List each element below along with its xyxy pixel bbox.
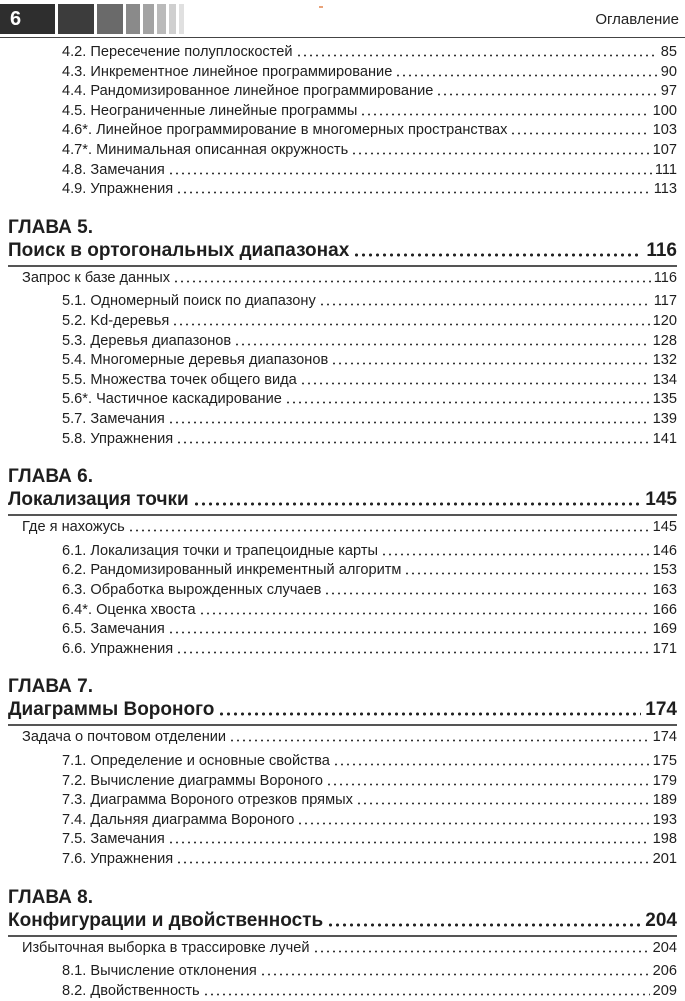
entry-title: 6.1. Локализация точки и трапецоидные карты	[62, 542, 378, 559]
chapter-heading[interactable]	[8, 239, 677, 263]
entry-page: 135	[652, 391, 677, 408]
dot-leader	[436, 92, 657, 97]
chapter-page: 174	[645, 699, 677, 721]
entry-title: 5.6*. Частичное каскадирование	[62, 391, 282, 408]
header-stripe-6	[169, 4, 176, 34]
entry-title: 5.5. Множества точек общего вида	[62, 371, 297, 388]
entry-title: 5.2. Kd-деревья	[62, 313, 170, 329]
dot-leader	[172, 322, 649, 327]
dot-leader	[327, 922, 641, 928]
dot-leader	[353, 252, 642, 258]
dot-leader	[168, 630, 650, 635]
entry-page: 166	[652, 601, 677, 618]
page-number: 6	[0, 4, 55, 34]
toc-entry[interactable]	[62, 180, 677, 199]
dot-leader	[176, 650, 649, 655]
entry-page: 128	[652, 332, 677, 349]
entry-page: 113	[653, 181, 677, 198]
entry-page: 189	[652, 792, 677, 809]
header-rule	[0, 37, 685, 38]
toc-entry[interactable]	[62, 542, 677, 561]
entry-page: 198	[652, 831, 677, 848]
dot-leader	[229, 738, 650, 743]
chapter-intro-entry[interactable]	[22, 269, 677, 288]
chapter-page: 116	[646, 239, 677, 261]
toc-entry[interactable]	[62, 982, 677, 1001]
toc-entry[interactable]	[62, 830, 677, 849]
toc-entry[interactable]	[62, 390, 677, 409]
chapter-heading[interactable]	[8, 909, 677, 933]
entry-title: 7.3. Диаграмма Вороного отрезков прямых	[62, 792, 353, 809]
entry-page: 117	[653, 293, 677, 310]
dot-leader	[168, 171, 652, 176]
dot-leader	[404, 571, 649, 576]
dot-leader	[331, 361, 649, 366]
chapter-rule	[8, 265, 677, 267]
entry-page: 206	[652, 963, 677, 980]
entry-page: 100	[652, 102, 677, 119]
entry-page: 111	[654, 161, 677, 178]
chapter-label: ГЛАВА 7.	[8, 676, 93, 698]
entry-page: 97	[660, 83, 677, 100]
entry-page: 134	[652, 371, 677, 388]
entry-title: 5.1. Одномерный поиск по диапазону	[62, 293, 316, 310]
chapter-label: ГЛАВА 8.	[8, 886, 93, 908]
dot-leader	[260, 972, 650, 977]
chapter-rule	[8, 724, 677, 726]
entry-title: Избыточная выборка в трассировке лучей	[22, 939, 310, 956]
entry-page: 179	[652, 772, 677, 789]
header-stripe-4	[143, 4, 154, 34]
toc-entry[interactable]	[62, 811, 677, 830]
toc-entry[interactable]	[62, 292, 677, 311]
entry-page: 153	[652, 562, 677, 579]
entry-page: 141	[652, 430, 677, 447]
entry-title: 4.4. Рандомизированное линейное программирование	[62, 83, 434, 100]
dot-leader	[173, 279, 651, 284]
entry-title: 6.5. Замечания	[62, 621, 165, 638]
header-stripe-2	[97, 4, 123, 34]
entry-page: 116	[653, 269, 677, 286]
chapter-title: Диаграммы Вороного	[8, 699, 215, 721]
toc-entry[interactable]	[62, 581, 677, 600]
entry-title: 6.4*. Оценка хвоста	[62, 601, 196, 618]
entry-page: 209	[652, 982, 677, 999]
entry-title: 6.3. Обработка вырожденных случаев	[62, 582, 322, 598]
toc-entry[interactable]	[62, 561, 677, 580]
toc-entry[interactable]	[62, 82, 677, 101]
dot-leader	[313, 949, 650, 954]
dot-leader	[360, 112, 649, 117]
entry-title: 4.6*. Линейное программирование в многомерных пространствах	[62, 122, 508, 139]
dot-leader	[234, 342, 649, 347]
entry-title: 5.4. Многомерные деревья диапазонов	[62, 352, 329, 369]
chapter-title: Поиск в ортогональных диапазонах	[8, 239, 350, 261]
entry-page: 145	[652, 519, 677, 536]
chapter-label: ГЛАВА 5.	[8, 216, 93, 238]
entry-title: 4.3. Инкрементное линейное программирование	[62, 63, 393, 80]
entry-page: 107	[652, 142, 677, 158]
dot-leader	[319, 302, 651, 307]
entry-title: 5.8. Упражнения	[62, 430, 174, 447]
entry-page: 103	[652, 122, 677, 139]
entry-title: 4.8. Замечания	[62, 161, 165, 178]
dot-leader	[381, 552, 650, 557]
chapter-intro-entry[interactable]	[22, 728, 677, 747]
toc-entry[interactable]	[62, 351, 677, 370]
toc-entry[interactable]	[62, 312, 677, 331]
chapter-title: Локализация точки	[8, 489, 189, 511]
toc-entry[interactable]	[62, 850, 677, 869]
entry-page: 120	[652, 313, 677, 329]
toc-entry[interactable]	[62, 640, 677, 659]
dot-leader	[193, 501, 642, 507]
entry-title: 7.4. Дальняя диаграмма Вороного	[62, 811, 295, 828]
entry-page: 193	[652, 811, 677, 828]
entry-title: 7.5. Замечания	[62, 831, 165, 848]
entry-page: 132	[652, 352, 677, 369]
toc-entry[interactable]	[62, 371, 677, 390]
print-mark	[319, 6, 323, 8]
entry-page: 163	[652, 582, 677, 598]
header-stripe-5	[157, 4, 166, 34]
entry-page: 169	[652, 621, 677, 638]
entry-title: 7.2. Вычисление диаграммы Вороного	[62, 772, 324, 789]
dot-leader	[300, 381, 650, 386]
chapter-label: ГЛАВА 6.	[8, 466, 93, 488]
toc-entry[interactable]	[62, 332, 677, 351]
entry-page: 175	[652, 753, 677, 769]
toc-entry[interactable]	[62, 791, 677, 810]
toc-entry[interactable]	[62, 430, 677, 449]
toc-entry[interactable]	[62, 63, 677, 82]
dot-leader	[510, 131, 649, 136]
dot-leader	[356, 801, 650, 806]
entry-title: Запрос к базе данных	[22, 269, 171, 286]
toc-entry[interactable]	[62, 121, 677, 140]
entry-title: 7.1. Определение и основные свойства	[62, 753, 330, 769]
dot-leader	[297, 821, 649, 826]
dot-leader	[326, 782, 650, 787]
dot-leader	[395, 73, 657, 78]
toc-entry[interactable]	[62, 102, 677, 121]
toc-entry[interactable]	[62, 772, 677, 791]
entry-title: 4.7*. Минимальная описанная окружность	[62, 142, 349, 158]
dot-leader	[176, 860, 649, 865]
page-header	[0, 0, 685, 38]
entry-page: 171	[652, 640, 677, 657]
dot-leader	[168, 840, 650, 845]
dot-leader	[324, 591, 649, 596]
entry-page: 139	[652, 411, 677, 427]
dot-leader	[333, 762, 650, 767]
dot-leader	[128, 528, 650, 533]
chapter-title: Конфигурации и двойственность	[8, 909, 324, 931]
dot-leader	[285, 400, 650, 405]
chapter-rule	[8, 514, 677, 516]
chapter-rule	[8, 935, 677, 937]
dot-leader	[176, 440, 649, 445]
entry-title: 4.9. Упражнения	[62, 181, 174, 198]
header-stripe-1	[58, 4, 94, 34]
entry-title: 6.2. Рандомизированный инкрементный алгоритм	[62, 562, 402, 579]
entry-title: 7.6. Упражнения	[62, 851, 174, 867]
toc-entry[interactable]	[62, 620, 677, 639]
entry-title: 4.5. Неограниченные линейные программы	[62, 102, 358, 119]
dot-leader	[203, 992, 650, 997]
dot-leader	[199, 611, 650, 616]
entry-page: 204	[652, 939, 677, 956]
header-stripe-7	[179, 4, 184, 34]
dot-leader	[218, 711, 641, 717]
toc-entry[interactable]	[62, 601, 677, 620]
entry-page: 146	[652, 542, 677, 559]
chapter-intro-entry[interactable]	[22, 939, 677, 958]
entry-page: 201	[652, 851, 677, 867]
chapter-heading[interactable]	[8, 488, 677, 512]
header-stripe-3	[126, 4, 140, 34]
toc-entry[interactable]	[62, 161, 677, 180]
toc-entry[interactable]	[62, 752, 677, 771]
entry-title: Задача о почтовом отделении	[22, 729, 227, 746]
entry-title: 4.2. Пересечение полуплоскостей	[62, 44, 293, 60]
entry-title: 8.2. Двойственность	[62, 982, 200, 999]
dot-leader	[296, 53, 658, 58]
dot-leader	[176, 190, 651, 195]
entry-page: 174	[652, 729, 677, 746]
toc-entry[interactable]	[62, 43, 677, 62]
chapter-heading[interactable]	[8, 698, 677, 722]
entry-page: 85	[660, 44, 677, 60]
toc-entry[interactable]	[62, 141, 677, 160]
entry-title: 5.7. Замечания	[62, 411, 165, 427]
dot-leader	[351, 151, 649, 156]
toc-entry[interactable]	[62, 410, 677, 429]
chapter-page: 145	[645, 489, 677, 511]
entry-title: 5.3. Деревья диапазонов	[62, 332, 232, 349]
entry-page: 90	[660, 63, 677, 80]
chapter-page: 204	[645, 909, 677, 931]
running-title: Оглавление	[595, 11, 679, 28]
dot-leader	[168, 420, 650, 425]
entry-title: 6.6. Упражнения	[62, 640, 174, 657]
chapter-intro-entry[interactable]	[22, 518, 677, 537]
entry-title: Где я нахожусь	[22, 519, 125, 536]
entry-title: 8.1. Вычисление отклонения	[62, 963, 257, 980]
toc-entry[interactable]	[62, 962, 677, 981]
